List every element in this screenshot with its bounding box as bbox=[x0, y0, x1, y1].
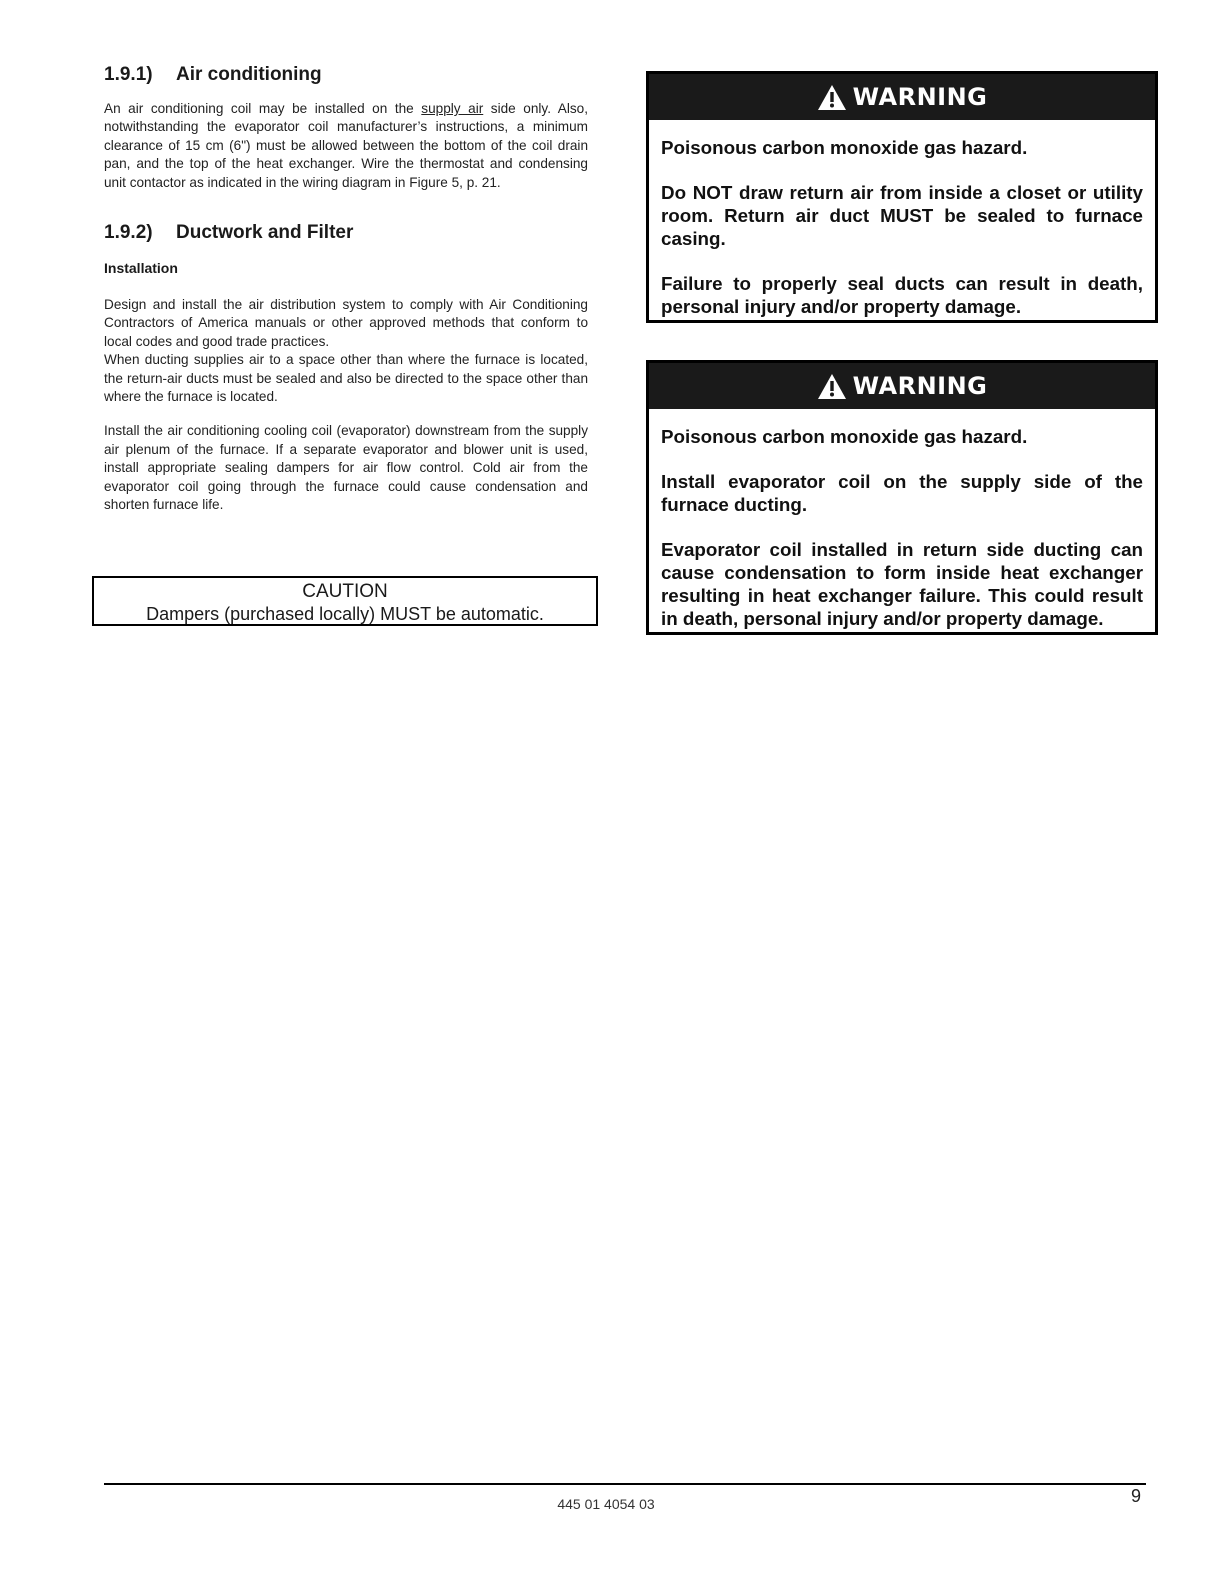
caution-box bbox=[92, 576, 598, 626]
warning-header bbox=[649, 363, 1155, 409]
warning-title: WARNING bbox=[852, 372, 988, 400]
warning-line: Do NOT draw return air from inside a closet or utility room. Return air duct MUST be sealed to furnace casing. bbox=[661, 182, 1143, 249]
left-column bbox=[104, 64, 588, 515]
text-run: An air conditioning coil may be installed on the bbox=[104, 101, 422, 116]
footer-document-number: 445 01 4054 03 bbox=[557, 1496, 655, 1512]
installation-subheading: Installation bbox=[104, 260, 178, 277]
installation-paragraph-2: When ducting supplies air to a space other than where the furnace is located, the return-air ducts must be sealed and also be directed to the space other than where the furnace is located. bbox=[104, 352, 588, 405]
warning-box-2 bbox=[646, 360, 1158, 635]
warning-title: WARNING bbox=[852, 83, 988, 111]
caution-text: Dampers (purchased locally) MUST be automatic. bbox=[146, 604, 544, 624]
caution-title: CAUTION bbox=[302, 581, 388, 602]
text-run: side only. Also, notwithstanding the evaporator coil manufacturer’s instructions, a minimum clearance of 15 cm (6") must be allowed between the bottom of the coil drain pan, and the top of the heat exchanger. Wire the thermostat and condensing unit contactor as indicated in the wiring diagram in Figure 5, p. 21. bbox=[104, 101, 588, 190]
warning-header bbox=[649, 74, 1155, 120]
footer-divider bbox=[104, 1483, 1146, 1485]
installation-paragraph-3: Install the air conditioning cooling coil (evaporator) downstream from the supply air plenum of the furnace. If a separate evaporator and blower unit is used, install appropriate sealing dampers for air flow control. Cold air from the evaporator coil going through the furnace could cause condensation and shorten furnace life. bbox=[104, 423, 588, 513]
section-heading-1-9-1 bbox=[104, 64, 588, 86]
section-title: Ductwork and Filter bbox=[176, 222, 354, 244]
section-heading-1-9-2 bbox=[104, 222, 588, 244]
installation-paragraph-1: Design and install the air distribution system to comply with Air Conditioning Contractors of America manuals or other approved methods that conform to local codes and good trade practices. bbox=[104, 297, 588, 349]
warning-triangle-icon bbox=[817, 84, 847, 111]
warning-line: Install evaporator coil on the supply side of the furnace ducting. bbox=[661, 471, 1143, 515]
warning-body bbox=[649, 409, 1155, 632]
supply-air-underlined: supply air bbox=[421, 101, 484, 116]
air-conditioning-paragraph bbox=[104, 100, 588, 192]
warning-body bbox=[649, 120, 1155, 320]
warning-line: Failure to properly seal ducts can result in death, personal injury and/or property damage. bbox=[661, 273, 1143, 317]
footer-page-number: 9 bbox=[1131, 1486, 1142, 1506]
warning-line: Evaporator coil installed in return side ducting can cause condensation to form inside heat exchanger resulting in heat exchanger failure. This could result in death, personal injury and/or property damage. bbox=[661, 539, 1143, 629]
warning-box-1 bbox=[646, 71, 1158, 323]
warning-line: Poisonous carbon monoxide gas hazard. bbox=[661, 137, 1028, 158]
warning-triangle-icon bbox=[817, 373, 847, 400]
section-title: Air conditioning bbox=[176, 64, 322, 85]
section-number: 1.9.2) bbox=[104, 222, 153, 244]
warning-line: Poisonous carbon monoxide gas hazard. bbox=[661, 426, 1028, 447]
right-column bbox=[646, 71, 1158, 635]
section-number: 1.9.1) bbox=[104, 64, 153, 85]
